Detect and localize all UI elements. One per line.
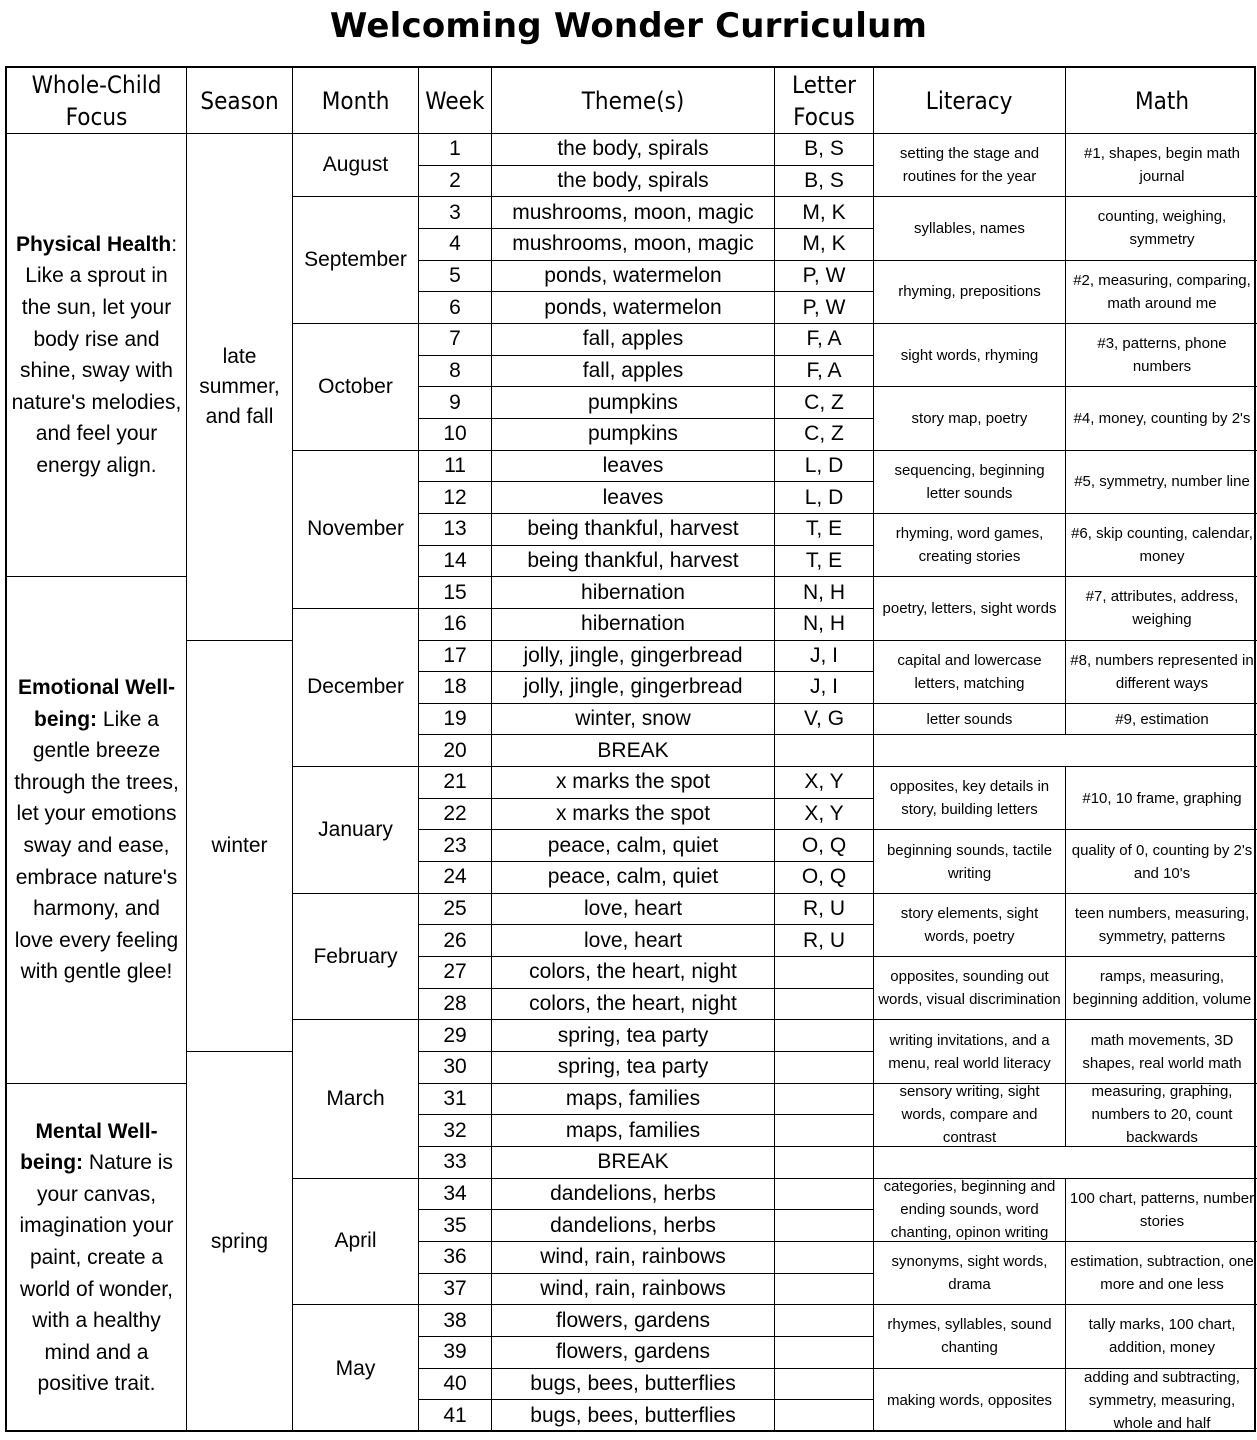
- focus-cell: [7, 1084, 187, 1432]
- week-number: 34: [419, 1179, 492, 1211]
- literacy-cell: syllables, names: [874, 197, 1066, 260]
- literacy-cell: opposites, sounding out words, visual discrimination: [874, 957, 1066, 1020]
- theme-cell: colors, the heart, night: [492, 957, 775, 989]
- curriculum-table: [5, 66, 1256, 1432]
- letter-focus: [775, 1084, 874, 1116]
- literacy-cell: making words, opposites: [874, 1369, 1066, 1432]
- letter-focus: X, Y: [775, 799, 874, 831]
- letter-focus: [775, 1052, 874, 1084]
- month-cell: August: [293, 134, 419, 197]
- math-cell: teen numbers, measuring, symmetry, patterns: [1066, 894, 1257, 957]
- header-focus: [7, 68, 187, 134]
- week-number: 5: [419, 261, 492, 293]
- week-number: 37: [419, 1274, 492, 1306]
- week-number: 26: [419, 925, 492, 957]
- theme-cell: pumpkins: [492, 419, 775, 451]
- theme-cell: peace, calm, quiet: [492, 862, 775, 894]
- week-number: 8: [419, 356, 492, 388]
- literacy-cell: letter sounds: [874, 704, 1066, 736]
- month-cell: December: [293, 609, 419, 767]
- letter-focus: [775, 1369, 874, 1401]
- month-cell: May: [293, 1305, 419, 1432]
- theme-cell: hibernation: [492, 609, 775, 641]
- theme-cell: jolly, jingle, gingerbread: [492, 641, 775, 673]
- week-number: 32: [419, 1115, 492, 1147]
- letter-focus: R, U: [775, 925, 874, 957]
- week-number: 28: [419, 989, 492, 1021]
- math-cell: adding and subtracting, symmetry, measuring, whole and half: [1084, 1368, 1240, 1432]
- theme-cell: winter, snow: [492, 704, 775, 736]
- focus-text: Like a gentle breeze through the trees, let your emotions sway and ease, embrace nature's harmony, and love every feeling with gentle glee!: [14, 707, 179, 984]
- theme-cell: being thankful, harvest: [492, 514, 775, 546]
- week-number: 17: [419, 641, 492, 673]
- theme-cell: x marks the spot: [492, 767, 775, 799]
- letter-focus: [775, 989, 874, 1021]
- week-number: 10: [419, 419, 492, 451]
- letter-focus: [775, 1242, 874, 1274]
- math-cell: #6, skip counting, calendar, money: [1066, 514, 1257, 577]
- week-number: 13: [419, 514, 492, 546]
- week-number: 35: [419, 1210, 492, 1242]
- math-cell: #5, symmetry, number line: [1066, 451, 1257, 514]
- math-cell: #4, money, counting by 2's: [1066, 387, 1257, 450]
- letter-focus: J, I: [775, 672, 874, 704]
- header-literacy: [874, 68, 1066, 134]
- math-cell: #2, measuring, comparing, math around me: [1066, 261, 1257, 324]
- week-number: 19: [419, 704, 492, 736]
- theme-cell: being thankful, harvest: [492, 546, 775, 578]
- math-cell: #3, patterns, phone numbers: [1066, 324, 1257, 387]
- letter-focus: L, D: [775, 451, 874, 483]
- header-season-label: Season: [200, 86, 279, 115]
- focus-text: Nature is your canvas, imagination your paint, create a world of wonder, with a healthy mind and a positive trait.: [19, 1151, 174, 1396]
- letter-focus: [775, 1020, 874, 1052]
- theme-cell: wind, rain, rainbows: [492, 1242, 775, 1274]
- math-cell: 100 chart, patterns, number stories: [1066, 1179, 1257, 1242]
- week-number: 38: [419, 1305, 492, 1337]
- letter-focus: N, H: [775, 577, 874, 609]
- letter-focus: O, Q: [775, 862, 874, 894]
- header-week-label: Week: [425, 86, 485, 115]
- page-title: Welcoming Wonder Curriculum: [329, 6, 928, 46]
- letter-focus: R, U: [775, 894, 874, 926]
- letter-focus: [775, 1147, 874, 1179]
- theme-cell: hibernation: [492, 577, 775, 609]
- literacy-cell: rhymes, syllables, sound chanting: [874, 1305, 1066, 1368]
- math-cell: math movements, 3D shapes, real world math: [1066, 1020, 1257, 1083]
- week-number: 11: [419, 451, 492, 483]
- letter-focus: F, A: [775, 324, 874, 356]
- letter-focus: T, E: [775, 546, 874, 578]
- theme-cell: peace, calm, quiet: [492, 830, 775, 862]
- header-focus-label: Whole-Child Focus: [31, 70, 162, 131]
- week-number: 16: [419, 609, 492, 641]
- theme-cell: bugs, bees, butterflies: [492, 1400, 775, 1432]
- focus-cell: [7, 577, 187, 1084]
- header-month-label: Month: [321, 86, 390, 115]
- theme-cell: colors, the heart, night: [492, 989, 775, 1021]
- header-month: [293, 68, 419, 134]
- letter-focus: F, A: [775, 356, 874, 388]
- theme-cell: flowers, gardens: [492, 1305, 775, 1337]
- season-cell: late summer, and fall: [187, 134, 293, 641]
- letter-focus: B, S: [775, 166, 874, 198]
- week-number: 3: [419, 197, 492, 229]
- theme-cell: spring, tea party: [492, 1052, 775, 1084]
- week-number: 40: [419, 1369, 492, 1401]
- week-number: 29: [419, 1020, 492, 1052]
- month-cell: October: [293, 324, 419, 451]
- literacy-cell: sequencing, beginning letter sounds: [874, 451, 1066, 514]
- letter-focus: N, H: [775, 609, 874, 641]
- header-themes: [492, 68, 775, 134]
- math-cell: #1, shapes, begin math journal: [1066, 134, 1257, 197]
- week-number: 2: [419, 166, 492, 198]
- theme-cell: mushrooms, moon, magic: [492, 229, 775, 261]
- header-week: [419, 68, 492, 134]
- letter-focus: [775, 1210, 874, 1242]
- theme-cell: love, heart: [492, 894, 775, 926]
- literacy-cell: writing invitations, and a menu, real world literacy: [874, 1020, 1066, 1083]
- letter-focus: T, E: [775, 514, 874, 546]
- theme-cell: flowers, gardens: [492, 1337, 775, 1369]
- theme-cell: maps, families: [492, 1115, 775, 1147]
- week-number: 4: [419, 229, 492, 261]
- header-season: [187, 68, 293, 134]
- week-number: 1: [419, 134, 492, 166]
- letter-focus: M, K: [775, 229, 874, 261]
- letter-focus: P, W: [775, 292, 874, 324]
- letter-focus: C, Z: [775, 419, 874, 451]
- math-cell: #9, estimation: [1066, 704, 1257, 736]
- letter-focus: L, D: [775, 482, 874, 514]
- math-cell: #10, 10 frame, graphing: [1066, 767, 1257, 830]
- literacy-cell: sight words, rhyming: [874, 324, 1066, 387]
- header-letter-focus-label: Letter Focus: [791, 70, 857, 131]
- letter-focus: [775, 735, 874, 767]
- week-number: 6: [419, 292, 492, 324]
- theme-cell: x marks the spot: [492, 799, 775, 831]
- week-number: 27: [419, 957, 492, 989]
- focus-heading: Physical Health: [15, 232, 172, 256]
- literacy-cell: beginning sounds, tactile writing: [874, 830, 1066, 893]
- math-cell: tally marks, 100 chart, addition, money: [1066, 1305, 1257, 1368]
- week-number: 7: [419, 324, 492, 356]
- break-blank-cell: [874, 1147, 1257, 1179]
- week-number: 24: [419, 862, 492, 894]
- letter-focus: [775, 1179, 874, 1211]
- month-cell: November: [293, 451, 419, 609]
- literacy-cell: story elements, sight words, poetry: [874, 894, 1066, 957]
- theme-cell: bugs, bees, butterflies: [492, 1369, 775, 1401]
- week-number: 22: [419, 799, 492, 831]
- week-number: 33: [419, 1147, 492, 1179]
- literacy-cell: poetry, letters, sight words: [874, 577, 1066, 640]
- theme-cell: maps, families: [492, 1084, 775, 1116]
- week-number: 20: [419, 735, 492, 767]
- letter-focus: B, S: [775, 134, 874, 166]
- month-cell: January: [293, 767, 419, 894]
- week-number: 41: [419, 1400, 492, 1432]
- theme-cell: spring, tea party: [492, 1020, 775, 1052]
- focus-heading-separator: :: [171, 232, 178, 256]
- season-cell: winter: [187, 641, 293, 1053]
- math-cell: ramps, measuring, beginning addition, volume: [1066, 957, 1257, 1020]
- theme-cell: jolly, jingle, gingerbread: [492, 672, 775, 704]
- literacy-cell: sensory writing, sight words, compare and contrast: [874, 1084, 1066, 1147]
- letter-focus: J, I: [775, 641, 874, 673]
- letter-focus: V, G: [775, 704, 874, 736]
- literacy-cell: opposites, key details in story, building letters: [874, 767, 1066, 830]
- month-cell: February: [293, 894, 419, 1021]
- week-number: 18: [419, 672, 492, 704]
- theme-cell: dandelions, herbs: [492, 1210, 775, 1242]
- literacy-cell: rhyming, prepositions: [874, 261, 1066, 324]
- month-cell: March: [293, 1020, 419, 1178]
- theme-cell: ponds, watermelon: [492, 261, 775, 293]
- theme-cell: fall, apples: [492, 324, 775, 356]
- letter-focus: [775, 957, 874, 989]
- week-number: 12: [419, 482, 492, 514]
- letter-focus: C, Z: [775, 387, 874, 419]
- literacy-cell: synonyms, sight words, drama: [874, 1242, 1066, 1305]
- theme-cell: leaves: [492, 482, 775, 514]
- header-letter-focus: [775, 68, 874, 134]
- theme-cell: dandelions, herbs: [492, 1179, 775, 1211]
- theme-cell: wind, rain, rainbows: [492, 1274, 775, 1306]
- theme-cell: the body, spirals: [492, 134, 775, 166]
- math-cell: quality of 0, counting by 2's and 10's: [1066, 830, 1257, 893]
- literacy-cell: setting the stage and routines for the year: [874, 134, 1066, 197]
- literacy-cell: rhyming, word games, creating stories: [874, 514, 1066, 577]
- theme-cell: ponds, watermelon: [492, 292, 775, 324]
- theme-cell: the body, spirals: [492, 166, 775, 198]
- month-cell: April: [293, 1179, 419, 1306]
- week-number: 25: [419, 894, 492, 926]
- break-blank-cell: [874, 735, 1257, 767]
- focus-heading: Mental Well-being:: [20, 1119, 158, 1175]
- math-cell: estimation, subtraction, one more and one less: [1066, 1242, 1257, 1305]
- week-number: 15: [419, 577, 492, 609]
- theme-cell: pumpkins: [492, 387, 775, 419]
- letter-focus: [775, 1337, 874, 1369]
- week-number: 30: [419, 1052, 492, 1084]
- letter-focus: M, K: [775, 197, 874, 229]
- literacy-cell: categories, beginning and ending sounds, word chanting, opinon writing: [874, 1179, 1066, 1242]
- letter-focus: O, Q: [775, 830, 874, 862]
- header-literacy-label: Literacy: [926, 86, 1013, 115]
- theme-cell: mushrooms, moon, magic: [492, 197, 775, 229]
- week-number: 23: [419, 830, 492, 862]
- header-math: [1066, 68, 1257, 134]
- week-number: 14: [419, 546, 492, 578]
- letter-focus: [775, 1400, 874, 1432]
- math-cell: measuring, graphing, numbers to 20, count backwards: [1066, 1084, 1257, 1147]
- math-cell: #7, attributes, address, weighing: [1066, 577, 1257, 640]
- week-number: 9: [419, 387, 492, 419]
- theme-cell: leaves: [492, 451, 775, 483]
- letter-focus: [775, 1115, 874, 1147]
- letter-focus: [775, 1305, 874, 1337]
- literacy-cell: story map, poetry: [874, 387, 1066, 450]
- math-cell: counting, weighing, symmetry: [1066, 197, 1257, 260]
- letter-focus: P, W: [775, 261, 874, 293]
- math-cell: #8, numbers represented in different ways: [1066, 641, 1257, 704]
- theme-cell: BREAK: [492, 1147, 775, 1179]
- header-themes-label: Theme(s): [581, 86, 685, 115]
- week-number: 39: [419, 1337, 492, 1369]
- header-math-label: Math: [1134, 86, 1190, 115]
- literacy-cell: capital and lowercase letters, matching: [874, 641, 1066, 704]
- week-number: 21: [419, 767, 492, 799]
- letter-focus: [775, 1274, 874, 1306]
- theme-cell: fall, apples: [492, 356, 775, 388]
- letter-focus: X, Y: [775, 767, 874, 799]
- week-number: 31: [419, 1084, 492, 1116]
- focus-text: Like a sprout in the sun, let your body rise and shine, sway with nature's melodies, and feel your energy align.: [11, 264, 182, 477]
- month-cell: September: [293, 197, 419, 324]
- theme-cell: love, heart: [492, 925, 775, 957]
- focus-cell: [7, 134, 187, 577]
- focus-heading: Emotional Well-being:: [17, 675, 176, 731]
- season-cell: spring: [187, 1052, 293, 1432]
- week-number: 36: [419, 1242, 492, 1274]
- theme-cell: BREAK: [492, 735, 775, 767]
